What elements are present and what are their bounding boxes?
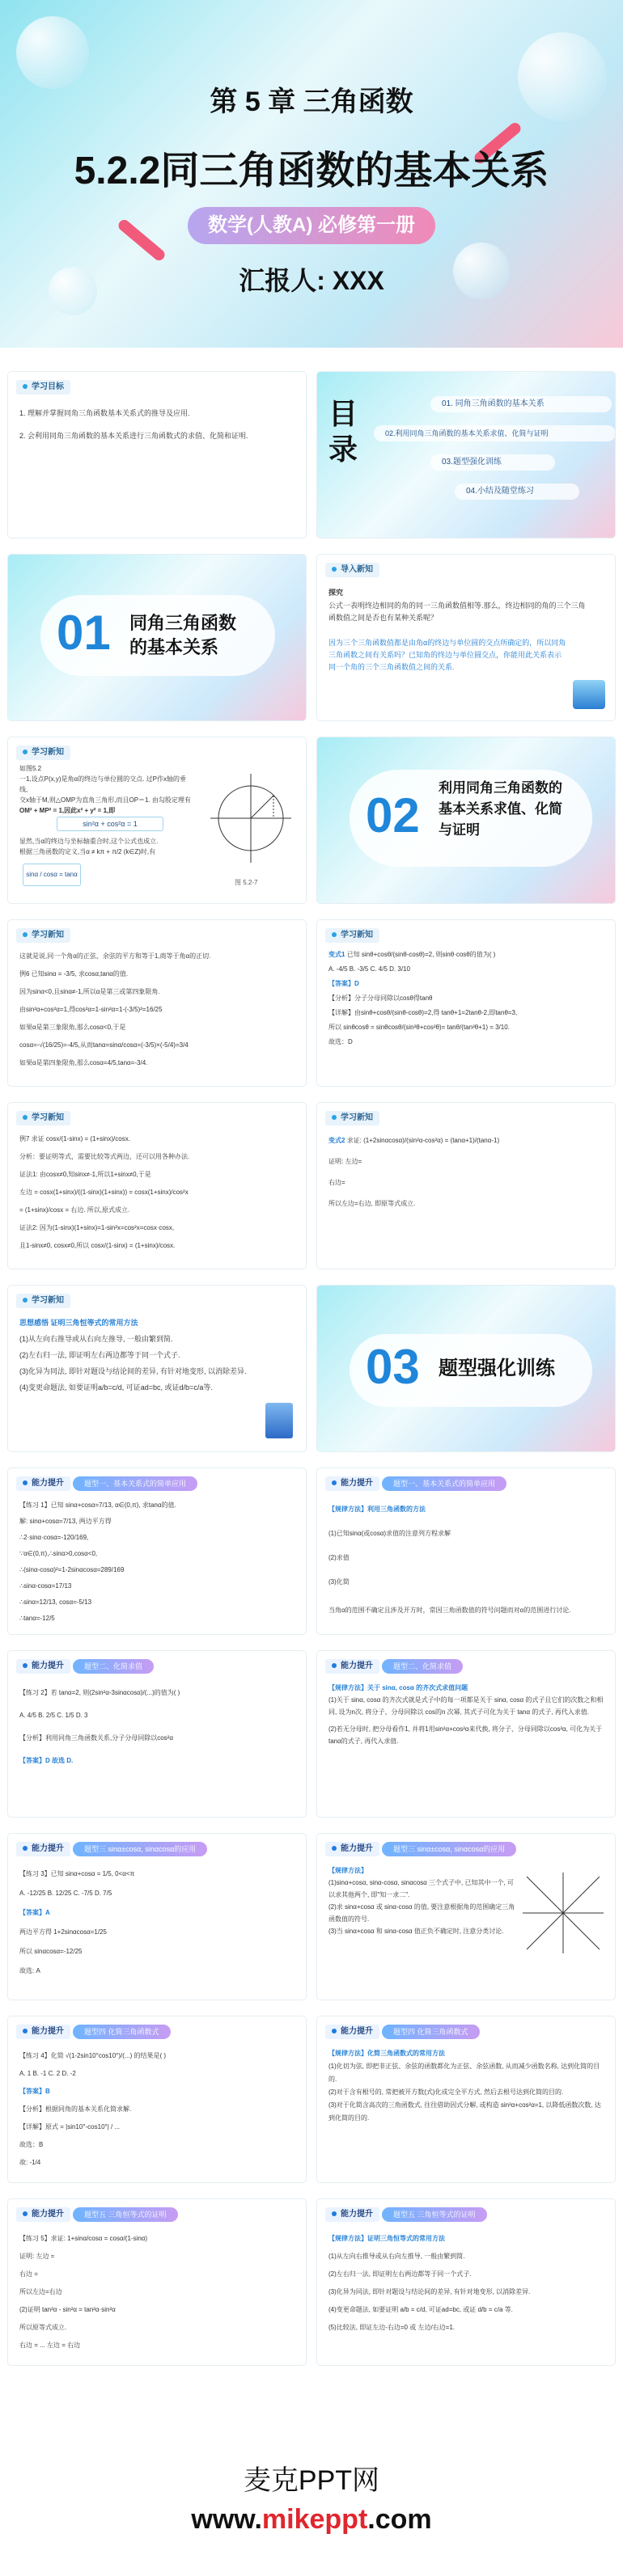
topic-pill: 题型四 化简三角函数式	[73, 2025, 171, 2039]
ability-tag: 能力提升	[16, 2025, 70, 2039]
subtitle-pill: 数学(人教A) 必修第一册	[188, 207, 435, 244]
topic-pill: 题型三 sinα±cosα, sinαcosα的应用	[382, 1842, 516, 1856]
method-text: 【规律方法】 (1)sinα+cosα, sinα-cosα, sinαcosα 三个式子中, 已知其中一个, 可以求其他两个, 即"知一求二". (2)求 sinα+cosα 或 sinα-cosα 的值, 要注意根据角的范围确定三角函数值的符号. (3)当 sinα+cosα 和 sinα-cosα 值正负不确定时, 注意分类讨论.	[328, 1867, 515, 1935]
method-text: 【规律方法】关于 sinα, cosα 的齐次式求值问题 (1)关于 sinα, cosα 的齐次式就是式子中的每一项都是关于 sinα, cosα 的式子且它们的次数之和相同, 设为n次, 将分子、分母同除以 cos的n 次幂, 其式子可化为关于 tanα 的式子, 再代入求值. (2)若无分母时, 把分母看作1, 并将1用sin²α+cos²α来代换, 将分子、分母同除以cos²α, 可化为关于tanα的式子, 再代入求值.	[328, 1684, 604, 1745]
ability-tag: 能力提升	[325, 1476, 379, 1491]
learn-text: 例7 求证 cosx/(1-sinx) = (1+sinx)/cosx. 分析：要证明等式，需要比较等式两边，还可以用各种办法. 证法1: 由cosx≠0,知sinx≠-1,所以1+sinx≠0,于是 左边 = cosx(1+sinx)/((1-sinx)(1+sinx)) = cosx(1+sinx)/cos²x = (1+sinx)/cosx = 右边. 所以,原式成立. 证法2: 因为(1-sinx)(1+sinx)=1-sin²x=cos²x=cosx·cosx, 且1-sinx≠0, cosx≠0,所以 cosx/(1-sinx) = (1+sinx)/cosx.	[19, 1135, 190, 1249]
ability-tag: 能力提升	[325, 2207, 379, 2222]
logo-text: 麦克PPT网	[243, 2465, 380, 2496]
formula-box: sinα / cosα = tanα	[23, 864, 81, 886]
ability-tag: 能力提升	[325, 2025, 379, 2039]
method-text: 【规律方法】利用三角函数的方法 (1)已知sinα(或cosα)求值的注意列方程求解 (2)求值 (3)化简	[328, 1505, 451, 1586]
slide-learn-3	[8, 1103, 306, 1269]
book-icon	[265, 1403, 293, 1438]
slide-tag: 导入新知	[325, 563, 379, 577]
learn-text: 显然,当α的终边与坐标轴重合时,这个公式也成立. 根据三角函数的定义,当α ≠ kπ + π/2 (k∈Z)时,有	[19, 838, 159, 855]
learn-text: 这就是说,同一个角α的正弦、余弦的平方和等于1,商等于角α的正切. 例6 已知sinα = -3/5, 求cosα,tanα的值. 因为sinα<0,且sinα≠-1,所以α是第三或第四象限角. 由sin²α+cos²α=1,得cos²α=1-sin²α=1-(-3/5)²=16/25 如果α是第三象限角,那么cosα<0,于是 cosα=-√(16/25)=-4/5,从而tanα=sinα/cosα=(-3/5)×(-5/4)=3/4 如果α是第四象限角,那么cosα=4/5,tanα=-3/4.	[19, 952, 211, 1066]
topic-pill: 题型二、化简求值	[73, 1659, 154, 1674]
slide-toc	[317, 372, 615, 538]
toc-item[interactable]: 04.小结及随堂练习	[455, 484, 579, 500]
intro-label: 探究	[328, 589, 344, 597]
slide-section-1	[8, 555, 306, 720]
ability-tag: 能力提升	[325, 1659, 379, 1674]
ability-tag: 能力提升	[325, 1842, 379, 1856]
topic-pill: 题型五 三角恒等式的证明	[73, 2207, 178, 2222]
ability-tag: 能力提升	[16, 1659, 70, 1674]
exercise-text: 变式2 求证: (1+2sinαcosα)/(sin²α-cos²α) = (tanα+1)/(tanα-1) 证明: 左边= 右边= 所以左边=右边, 即原等式成立.	[328, 1137, 500, 1207]
slide-section-3	[317, 1286, 615, 1451]
section-title: 利用同角三角函数的 基本关系求值、化简 与证明	[439, 780, 562, 838]
slide-practice-3	[8, 1834, 306, 2000]
slide-learn-4	[8, 1286, 306, 1451]
slide-method-1	[317, 1468, 615, 1634]
exercise-text: 变式1 已知 sinθ+cosθ/(sinθ-cosθ)=2, 则sinθ·cosθ的值为( ) A. -4/5 B. -3/5 C. 4/5 D. 3/10 【答案】D 【分析】分子分母同除以cosθ得tanθ 【详解】由sinθ+cosθ/(sinθ-cosθ)=2,得 tanθ+1=2tanθ-2,即tanθ=3, 所以 sinθcosθ = sinθcosθ/(sin²θ+cos²θ)= tanθ/(tan²θ+1) = 3/10. 故选：D	[328, 951, 518, 1045]
slide-method-3	[317, 1834, 615, 2000]
toc-item[interactable]: 01. 同角三角函数的基本关系	[430, 396, 612, 412]
slide-tag: 学习新知	[325, 1111, 379, 1125]
intro-text: 公式一表明终边相同的角的同一三角函数值相等.那么，终边相同的角的三个三角函数值之间是否也有某种关系呢？	[328, 602, 586, 622]
slide-objectives	[8, 372, 306, 538]
decor-bubble	[16, 16, 89, 89]
slide-tag: 学习新知	[16, 1294, 70, 1308]
slide-intro	[317, 555, 615, 720]
slide-tag: 学习新知	[16, 928, 70, 943]
slide-exercise-2	[317, 1103, 615, 1269]
site-url[interactable]: www.mikeppt.com	[191, 2504, 432, 2535]
slide-practice-5	[8, 2199, 306, 2365]
slide-exercise-1	[317, 920, 615, 1086]
quadrant-diagram	[523, 1873, 604, 1953]
topic-pill: 题型一、基本关系式的简单应用	[73, 1476, 197, 1491]
ability-tag: 能力提升	[16, 1842, 70, 1856]
site-logo[interactable]	[0, 2458, 623, 2536]
slide-tag: 学习新知	[325, 928, 379, 943]
slide-practice-2	[8, 1651, 306, 1817]
book-icon	[573, 680, 605, 709]
practice-text: 【练习 2】若 tanα=2, 则(2sin²α-3sinαcosα)/(...)的值为( ) A. 4/5 B. 2/5 C. 1/5 D. 3 【分析】利用同角三角函数关系,分子分母同除以cos²α 【答案】D 故选 D.	[19, 1689, 180, 1764]
slide-tag: 学习目标	[16, 380, 70, 395]
section-title: 同角三角函数 的基本关系	[129, 613, 237, 657]
ability-tag: 能力提升	[16, 1476, 70, 1491]
objective-item: 1. 理解并掌握同角三角函数基本关系式的推导及应用.	[19, 409, 190, 417]
practice-text: 【练习 4】化简 √(1-2sin10°cos10°)/(...) 的结果是( ) A. 1 B. -1 C. 2 D. -2 【答案】B 【分析】根据同角的基本关系化简求解. 【详解】原式 = |sin10°-cos10°| / ... 故选：B 故: -1/4	[19, 2052, 167, 2166]
method-text: 【规律方法】证明三角恒等式的常用方法 (1)从左向右推导或从右向左推导, 一般由繁到简. (2)左右归一法, 即证明左右两边都等于同一个式子. (3)化异为同法, 即针对题设与结论间的差异, 有针对地变形, 以消除差异. (4)变更命题法, 如要证明 a/b = c/d, 可证ad=bc, 或证 d/b = c/a 等. (5)比较法, 即证左边-右边=0 或 左边/右边=1.	[328, 2235, 531, 2331]
reporter: 汇报人: XXX	[239, 266, 384, 295]
slide-section-2	[317, 737, 615, 903]
practice-text: 【练习 5】求证: 1+sinα/cosα = cosα/(1-sinα) 证明: 左边 = 右边 = 所以左边=右边 (2)证明 tan²α - sin²α = tan²α·sin²α 所以原等式成立. 右边 = ... 左边 = 右边	[19, 2235, 148, 2349]
objective-item: 2. 会利用同角三角函数的基本关系进行三角函数式的求值、化简和证明.	[19, 432, 248, 440]
practice-text: 【练习 1】已知 sinα+cosα=7/13, α∈(0,π), 求tanα的值. 解: sinα+cosα=7/13, 两边平方得 ∴2·sinα·cosα=-120/169, ∵α∈(0,π),∴sinα>0,cosα<0, ∴(sinα-cosα)²=1-2sinαcosα=289/169 ∴sinα-cosα=17/13 ∴sinα=12/13, cosα=-5/13 ∴tanα=-12/5	[19, 1501, 176, 1622]
formula-box: sin²α + cos²α = 1	[57, 817, 163, 831]
lesson-title: 5.2.2同三角函数的基本关系	[74, 150, 549, 192]
toc-item[interactable]: 02.利用同角三角函数的基本关系求值、化简与证明	[374, 425, 615, 441]
topic-pill: 题型二、化简求值	[382, 1659, 463, 1674]
toc-heading: 目录	[328, 397, 358, 466]
topic-pill: 题型四 化简三角函数式	[382, 2025, 480, 2039]
topic-pill: 题型三 sinα±cosα, sinαcosα的应用	[73, 1842, 207, 1856]
cover-slide	[0, 0, 623, 348]
topic-pill: 题型五 三角恒等式的证明	[382, 2207, 487, 2222]
slide-learn-2	[8, 920, 306, 1086]
practice-text: 【练习 3】已知 sinα+cosα = 1/5, 0<α<π A. -12/25 B. 12/25 C. -7/5 D. 7/5 【答案】A 两边平方得 1+2sinαcosα=1/25 所以 sinαcosα=-12/25 故选: A	[19, 1870, 135, 1974]
section-number: 02	[366, 788, 420, 842]
decor-arrow	[117, 217, 167, 263]
slide-method-2	[317, 1651, 615, 1817]
slide-tag: 学习新知	[16, 745, 70, 760]
slide-method-5	[317, 2199, 615, 2365]
slide-learn-1	[8, 737, 306, 903]
slide-practice-4	[8, 2016, 306, 2182]
learn-text: 思想感悟 证明三角恒等式的常用方法 (1)从左向右推导或从右向左推导, 一般由繁到简. (2)左右归一法, 即证明左右两边都等于同一个式子. (3)化异为同法, 即针对题设与结论间的差异, 有针对地变形, 以消除差异. (4)变更命题法, 如要证明a/b=c/d, 可证ad=bc, 或证d/b=c/a等.	[19, 1319, 247, 1391]
section-number: 01	[57, 606, 111, 660]
section-number: 03	[366, 1340, 420, 1394]
slide-method-4	[317, 2016, 615, 2182]
ability-tag: 能力提升	[16, 2207, 70, 2222]
method-note: 当角α的范围不确定且涉及开方时，常因三角函数值的符号问题而对α的范围进行讨论.	[328, 1607, 571, 1614]
topic-pill: 题型一、基本关系式的简单应用	[382, 1476, 506, 1491]
unit-circle-diagram	[206, 770, 295, 875]
chapter-title: 第 5 章 三角函数	[210, 87, 413, 117]
slide-tag: 学习新知	[16, 1111, 70, 1125]
intro-text: 因为三个三角函数值都是由角α的终边与单位圆的交点所确定的，所以同角三角函数之间有关系吗？已知角的终边与单位圆交点，你能用此关系表示同一个角的三个三角函数值之间的关系.	[328, 639, 566, 671]
learn-text: 如图5.2 一1,设点P(x,y)是角α的终边与单位圆的交点. 过P作x轴的垂线, 交x轴于M,则△OMP为直角三角形,而且OP＝1. 由勾股定理有 OM² + MP² = 1,因此x² + y² = 1,即	[19, 765, 191, 814]
figure-caption: 图 5.2-7	[235, 879, 258, 886]
section-title: 题型强化训练	[439, 1358, 555, 1379]
slide-practice-1	[8, 1468, 306, 1634]
method-text: 【规律方法】化简三角函数式的常用方法 (1)化切为弦, 即把非正弦、余弦的函数都化为正弦、余弦函数, 从而减少函数名称, 达到化简的目的. (2)对于含有根号的, 常把被开方数(式)化成完全平方式, 然后去根号达到化简的目的. (3)对于化简含高次的三角函数式, 往往借助因式分解, 或构造 sin²α+cos²α=1, 以降低函数次数, 达到化简的目的.	[328, 2050, 601, 2122]
toc-item[interactable]: 03.题型强化训练	[430, 454, 555, 471]
